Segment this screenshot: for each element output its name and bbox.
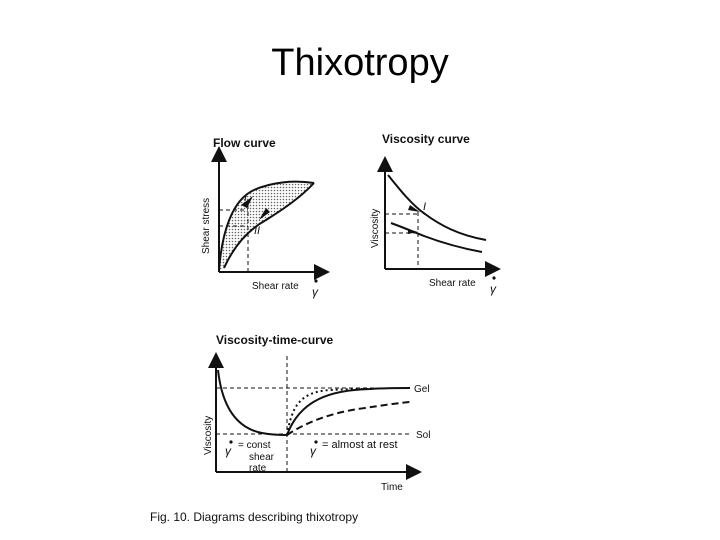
flow-curve-title: Flow curve <box>213 136 276 150</box>
vt-title: Viscosity-time-curve <box>216 333 334 347</box>
visc-curve-label: I <box>423 201 427 213</box>
vt-x-label: Time <box>381 482 403 493</box>
figure-caption: Fig. 10. Diagrams describing thixotropy <box>150 510 359 524</box>
visc-rate-symbol: γ <box>490 282 496 296</box>
flow-curve-panel <box>201 136 326 299</box>
slide-title: Thixotropy <box>271 42 449 84</box>
vt-y-label: Viscosity <box>203 415 214 455</box>
visc-x-label: Shear rate <box>429 278 476 289</box>
sol-label: Sol <box>416 430 431 441</box>
visc-y-label: Viscosity <box>370 208 381 248</box>
viscosity-curve-title: Viscosity curve <box>382 132 470 146</box>
viscosity-curve-panel <box>370 132 497 296</box>
visc-down-curve <box>391 223 482 252</box>
const-rate-symbol: γ <box>225 444 231 458</box>
flow-x-label: Shear rate <box>252 281 299 292</box>
viscosity-time-panel <box>203 333 430 493</box>
rest-label: = almost at rest <box>322 439 398 451</box>
flow-y-label: Shear stress <box>201 197 212 254</box>
vt-decay-curve <box>218 370 287 435</box>
const-label-line1: = const <box>238 440 271 451</box>
const-label-line2: shear <box>249 452 275 463</box>
gel-label: Gel <box>414 384 430 395</box>
visc-up-curve <box>388 175 486 240</box>
flow-up-label: I <box>244 192 248 204</box>
rest-rate-symbol: γ <box>310 444 316 458</box>
const-label-line3: rate <box>249 463 267 474</box>
visc-rate-dot <box>492 276 495 279</box>
flow-rate-dot <box>314 279 317 282</box>
flow-down-label: II <box>254 225 261 237</box>
flow-rate-symbol: γ <box>312 285 318 299</box>
